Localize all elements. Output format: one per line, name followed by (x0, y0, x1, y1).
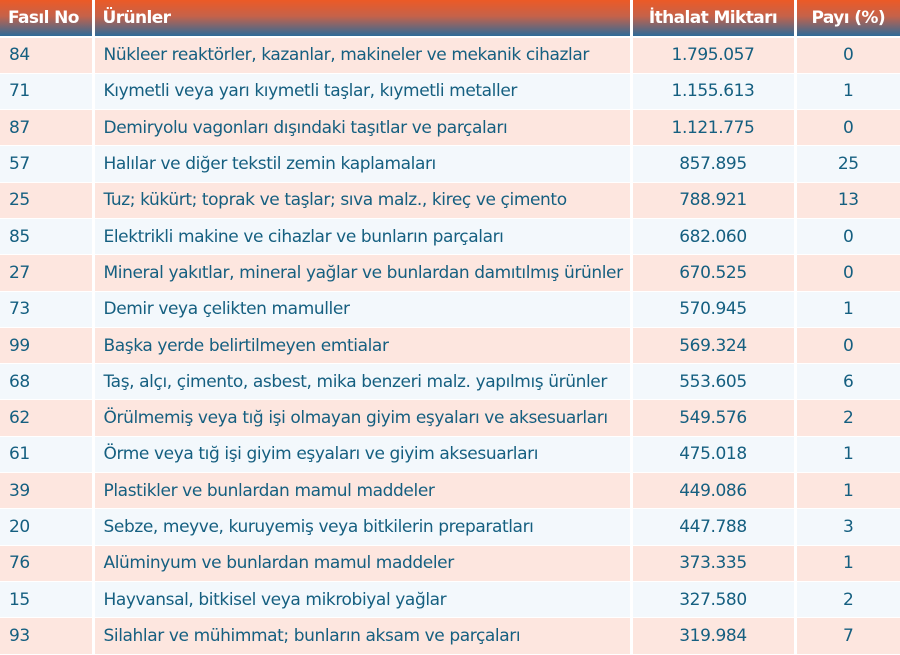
product-cell: Alüminyum ve bunlardan mamul maddeler (93, 545, 631, 581)
table-row (0, 473, 900, 509)
share-cell: 13 (795, 182, 900, 218)
import-amount-cell: 1.121.775 (631, 110, 795, 146)
share-cell: 0 (795, 37, 900, 73)
product-cell: Örülmemiş veya tığ işi olmayan giyim eşyaları ve aksesuarları (93, 400, 631, 436)
import-amount-cell: 553.605 (631, 364, 795, 400)
fasil-no-cell: 61 (0, 436, 93, 472)
share-cell: 1 (795, 73, 900, 109)
fasil-no-cell: 27 (0, 255, 93, 291)
table-row (0, 400, 900, 436)
fasil-no-cell: 25 (0, 182, 93, 218)
import-amount-cell: 857.895 (631, 146, 795, 182)
fasil-no-cell: 76 (0, 545, 93, 581)
fasil-no-cell: 57 (0, 146, 93, 182)
fasil-no-cell: 87 (0, 110, 93, 146)
fasil-no-cell: 85 (0, 218, 93, 254)
fasil-no-cell: 71 (0, 73, 93, 109)
share-cell: 1 (795, 545, 900, 581)
import-amount-cell: 319.984 (631, 618, 795, 654)
table-row (0, 182, 900, 218)
fasil-no-cell: 15 (0, 581, 93, 617)
product-cell: Örme veya tığ işi giyim eşyaları ve giyim aksesuarları (93, 436, 631, 472)
table-row (0, 73, 900, 109)
table-row (0, 110, 900, 146)
header-urunler: Ürünler (93, 0, 631, 37)
header-row (0, 0, 900, 37)
import-amount-cell: 549.576 (631, 400, 795, 436)
product-cell: Taş, alçı, çimento, asbest, mika benzeri malz. yapılmış ürünler (93, 364, 631, 400)
fasil-no-cell: 93 (0, 618, 93, 654)
import-amount-cell: 447.788 (631, 509, 795, 545)
import-amount-cell: 327.580 (631, 581, 795, 617)
share-cell: 1 (795, 436, 900, 472)
import-amount-cell: 682.060 (631, 218, 795, 254)
share-cell: 7 (795, 618, 900, 654)
share-cell: 6 (795, 364, 900, 400)
product-cell: Demir veya çelikten mamuller (93, 291, 631, 327)
share-cell: 0 (795, 218, 900, 254)
product-cell: Halılar ve diğer tekstil zemin kaplamaları (93, 146, 631, 182)
table-row (0, 545, 900, 581)
table-row (0, 146, 900, 182)
table-row (0, 291, 900, 327)
import-amount-cell: 569.324 (631, 327, 795, 363)
import-amount-cell: 788.921 (631, 182, 795, 218)
table-row (0, 37, 900, 73)
share-cell: 1 (795, 291, 900, 327)
table-row (0, 327, 900, 363)
fasil-no-cell: 62 (0, 400, 93, 436)
header-ithalat-miktari: İthalat Miktarı (631, 0, 795, 37)
import-amount-cell: 1.155.613 (631, 73, 795, 109)
product-cell: Elektrikli makine ve cihazlar ve bunların parçaları (93, 218, 631, 254)
fasil-no-cell: 68 (0, 364, 93, 400)
product-cell: Mineral yakıtlar, mineral yağlar ve bunlardan damıtılmış ürünler (93, 255, 631, 291)
product-cell: Sebze, meyve, kuruyemiş veya bitkilerin preparatları (93, 509, 631, 545)
fasil-no-cell: 39 (0, 473, 93, 509)
import-amount-cell: 1.795.057 (631, 37, 795, 73)
import-amount-cell: 449.086 (631, 473, 795, 509)
table-row (0, 509, 900, 545)
table-row (0, 436, 900, 472)
header-payi: Payı (%) (795, 0, 900, 37)
share-cell: 3 (795, 509, 900, 545)
fasil-no-cell: 99 (0, 327, 93, 363)
share-cell: 2 (795, 400, 900, 436)
fasil-no-cell: 73 (0, 291, 93, 327)
share-cell: 25 (795, 146, 900, 182)
share-cell: 0 (795, 327, 900, 363)
product-cell: Silahlar ve mühimmat; bunların aksam ve parçaları (93, 618, 631, 654)
product-cell: Nükleer reaktörler, kazanlar, makineler ve mekanik cihazlar (93, 37, 631, 73)
table-row (0, 581, 900, 617)
table-row (0, 218, 900, 254)
table-row (0, 364, 900, 400)
header-fasil-no: Fasıl No (0, 0, 93, 37)
table-row (0, 618, 900, 654)
product-cell: Tuz; kükürt; toprak ve taşlar; sıva malz., kireç ve çimento (93, 182, 631, 218)
share-cell: 1 (795, 473, 900, 509)
product-cell: Demiryolu vagonları dışındaki taşıtlar ve parçaları (93, 110, 631, 146)
import-amount-cell: 670.525 (631, 255, 795, 291)
import-amount-cell: 570.945 (631, 291, 795, 327)
product-cell: Hayvansal, bitkisel veya mikrobiyal yağlar (93, 581, 631, 617)
share-cell: 0 (795, 255, 900, 291)
import-amount-cell: 373.335 (631, 545, 795, 581)
product-cell: Plastikler ve bunlardan mamul maddeler (93, 473, 631, 509)
product-cell: Kıymetli veya yarı kıymetli taşlar, kıymetli metaller (93, 73, 631, 109)
share-cell: 0 (795, 110, 900, 146)
fasil-no-cell: 20 (0, 509, 93, 545)
import-amount-cell: 475.018 (631, 436, 795, 472)
fasil-no-cell: 84 (0, 37, 93, 73)
product-cell: Başka yerde belirtilmeyen emtialar (93, 327, 631, 363)
share-cell: 2 (795, 581, 900, 617)
table-row (0, 255, 900, 291)
